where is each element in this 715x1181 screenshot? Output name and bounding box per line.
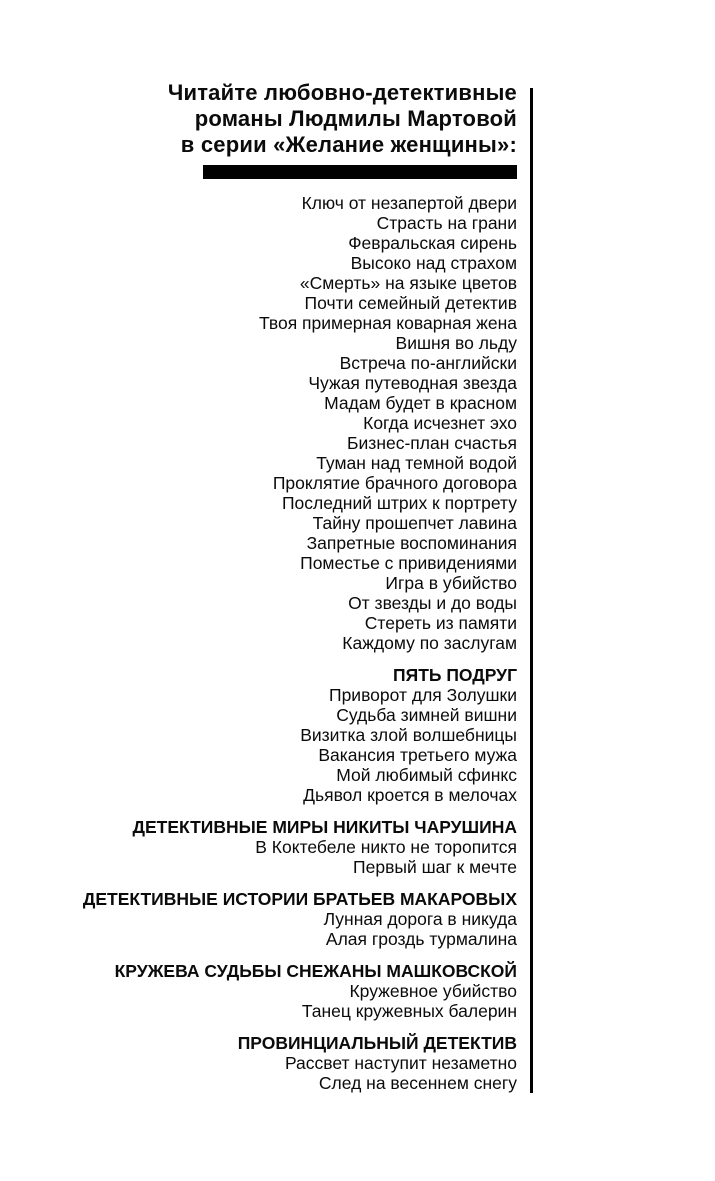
book-title: От звезды и до воды [348, 593, 517, 613]
section-title-list [60, 981, 517, 1021]
book-title: След на весеннем снегу [318, 1073, 517, 1093]
book-title: В Коктебеле никто не торопится [255, 837, 517, 857]
book-title: Кружевное убийство [349, 981, 517, 1001]
series-section-header: ДЕТЕКТИВНЫЕ МИРЫ НИКИТЫ ЧАРУШИНА [132, 817, 517, 837]
heading-line: Читайте любовно-детективные [167, 80, 517, 105]
book-title: Чужая путеводная звезда [308, 373, 517, 393]
book-title: Проклятие брачного договора [272, 473, 517, 493]
book-title: Танец кружевных балерин [301, 1001, 517, 1021]
book-title: Высоко над страхом [350, 253, 517, 273]
book-title: Лунная дорога в никуда [323, 909, 517, 929]
book-title: Стереть из памяти [364, 613, 517, 633]
page-edge-rule [530, 88, 533, 1093]
series-section-header: КРУЖЕВА СУДЬБЫ СНЕЖАНЫ МАШКОВСКОЙ [114, 961, 517, 981]
series-section [60, 889, 517, 949]
book-title: Бизнес-план счастья [347, 433, 517, 453]
book-title: Алая гроздь турмалина [325, 929, 517, 949]
section-title-list [60, 909, 517, 949]
book-title: Визитка злой волшебницы [300, 725, 517, 745]
book-title: Тайну прошепчет лавина [312, 513, 517, 533]
section-title-list [60, 1053, 517, 1093]
book-title: Поместье с привидениями [300, 553, 517, 573]
book-title: Последний штрих к портрету [281, 493, 517, 513]
series-heading [60, 80, 517, 158]
book-title: Игра в убийство [385, 573, 517, 593]
book-title: Февральская сирень [348, 233, 517, 253]
book-title: Рассвет наступит незаметно [284, 1053, 517, 1073]
section-title-list [60, 685, 517, 805]
book-title: Мадам будет в красном [324, 393, 517, 413]
book-title: Почти семейный детектив [304, 293, 517, 313]
series-section-header: ПЯТЬ ПОДРУГ [393, 665, 517, 685]
book-title: Каждому по заслугам [342, 633, 517, 653]
section-title-list [60, 837, 517, 877]
heading-line: в серии «Желание женщины»: [180, 132, 517, 157]
book-title: Мой любимый сфинкс [336, 765, 517, 785]
book-title: Запретные воспоминания [306, 533, 517, 553]
series-section-header: ПРОВИНЦИАЛЬНЫЙ ДЕТЕКТИВ [237, 1033, 517, 1053]
main-title-list [60, 193, 517, 653]
book-title: Встреча по-английски [339, 353, 517, 373]
series-section [60, 817, 517, 877]
series-section [60, 1033, 517, 1093]
series-section-header: ДЕТЕКТИВНЫЕ ИСТОРИИ БРАТЬЕВ МАКАРОВЫХ [82, 889, 517, 909]
book-title: Дьявол кроется в мелочах [303, 785, 517, 805]
book-title: Вакансия третьего мужа [318, 745, 517, 765]
page-content [60, 0, 517, 1093]
series-section [60, 961, 517, 1021]
book-title: Ключ от незапертой двери [301, 193, 517, 213]
book-title: Когда исчезнет эхо [363, 413, 517, 433]
book-title: Вишня во льду [395, 333, 517, 353]
book-title: Судьба зимней вишни [336, 705, 517, 725]
series-section [60, 665, 517, 805]
divider-bar [203, 165, 517, 179]
book-title: Страсть на грани [376, 213, 517, 233]
series-sections [60, 665, 517, 1093]
book-list [60, 193, 517, 1093]
book-title: Твоя примерная коварная жена [258, 313, 517, 333]
heading-line: романы Людмилы Мартовой [194, 106, 517, 131]
book-title: Туман над темной водой [316, 453, 517, 473]
book-title: Приворот для Золушки [329, 685, 517, 705]
book-title: Первый шаг к мечте [353, 857, 517, 877]
book-title: «Смерть» на языке цветов [299, 273, 517, 293]
